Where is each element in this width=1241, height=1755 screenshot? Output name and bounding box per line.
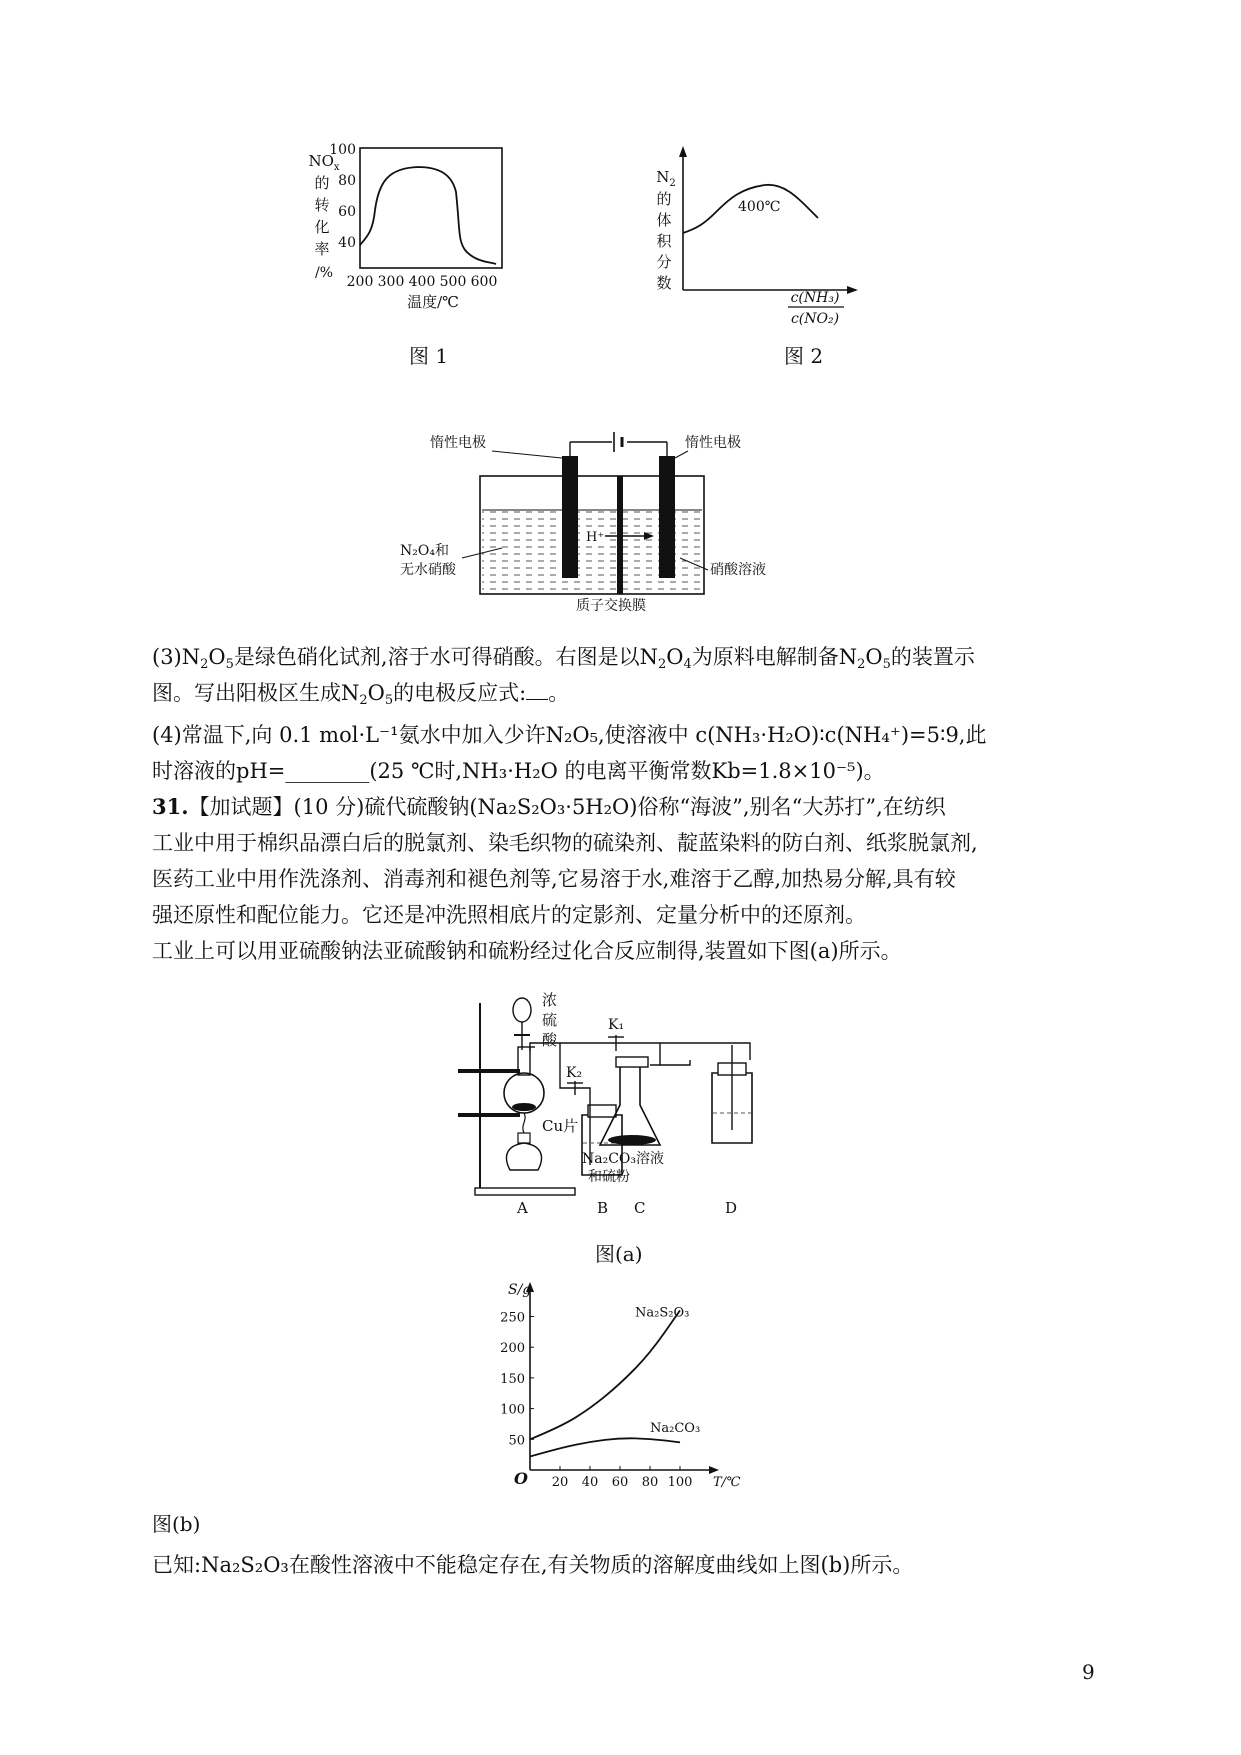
page-number: 9 bbox=[1082, 1660, 1095, 1684]
question-number: 31. bbox=[152, 794, 189, 819]
fig1-ytick: 60 bbox=[338, 204, 356, 220]
q31-line-3: 医药工业中用作洗涤剂、消毒剂和褪色剂等,它易溶于水,难溶于乙醇,加热易分解,具有较 bbox=[152, 867, 956, 891]
fig2-ylabel-3: 积 bbox=[656, 232, 672, 250]
label-c: C bbox=[634, 1199, 646, 1217]
fig1-ylabel-2: 转 bbox=[314, 196, 330, 214]
solubility-chart bbox=[500, 1280, 760, 1505]
fig2-ylabel-5: 数 bbox=[656, 274, 672, 292]
q4-line-1: (4)常温下,向 0.1 mol·L⁻¹氨水中加入少许N₂O₅,使溶液中 c(NH₃·H₂O)∶c(NH₄⁺)=5∶9,此 bbox=[152, 723, 987, 747]
q4-line-2: 时溶液的pH=________(25 ℃时,NH₃·H₂O 的电离平衡常数Kb=1.8×10⁻⁵)。 bbox=[152, 759, 885, 783]
series-label-2: Na₂CO₃ bbox=[650, 1420, 701, 1436]
copper-label: Cu片 bbox=[542, 1117, 579, 1135]
fig1-plot-frame bbox=[360, 148, 502, 268]
fig1-ylabel-3: 化 bbox=[314, 218, 330, 236]
fig2-ylabel-1: 的 bbox=[656, 190, 672, 208]
q31-line-2: 工业中用于棉织品漂白后的脱氯剂、染毛织物的硫染剂、靛蓝染料的防白剂、纸浆脱氯剂, bbox=[152, 831, 978, 855]
fig1-ytick: 80 bbox=[338, 173, 356, 189]
q31-line-4: 强还原性和配位能力。它还是冲洗照相底片的定影剂、定量分析中的还原剂。 bbox=[152, 903, 866, 927]
q3-line-1: $(3)N_2O_5$是绿色硝化试剂,溶于水可得硝酸。右图是以$N_2O_4$为原料电解制备$N_2O_5$的装置示 bbox=[152, 645, 975, 672]
fig1-ylabel-5: /% bbox=[314, 265, 334, 281]
label-a: A bbox=[517, 1199, 528, 1217]
figure-b-caption: 图(b) bbox=[152, 1512, 201, 1536]
figure-a-caption: 图(a) bbox=[595, 1242, 643, 1266]
left-solution-label-1: N₂O₄和 bbox=[400, 543, 449, 559]
y-tick-label: 50 bbox=[508, 1433, 525, 1449]
acid-label-2: 硫 bbox=[542, 1011, 558, 1029]
apparatus-diagram bbox=[450, 985, 790, 1220]
fig2-ylabel-4: 分 bbox=[656, 253, 672, 271]
fig2-xlabel-den: c(NO₂) bbox=[790, 311, 840, 327]
y-tick-label: 100 bbox=[500, 1402, 525, 1418]
fig2-ylabel-top: N bbox=[656, 168, 670, 186]
right-solution-label: 硝酸溶液 bbox=[710, 562, 766, 578]
x-tick-label: 100 bbox=[667, 1475, 693, 1490]
label-d: D bbox=[725, 1199, 738, 1217]
figure-1 bbox=[300, 140, 530, 370]
alcohol-lamp bbox=[506, 1143, 541, 1170]
electrolysis-diagram bbox=[400, 418, 766, 614]
y-tick-label: 250 bbox=[500, 1310, 525, 1326]
fig1-xtick: 600 bbox=[470, 274, 498, 290]
fig1-ytick: 40 bbox=[338, 235, 356, 251]
q31-line-1: 31.【加试题】(10 分)硫代硫酸钠(Na₂S₂O₃·5H₂O)俗称“海波”,别名“大苏打”,在纺织 bbox=[152, 794, 946, 819]
fig1-xlabel: 温度/℃ bbox=[407, 293, 459, 311]
svg-text:NOx: $NO_x$ bbox=[308, 152, 340, 173]
c-solution-label-2: 和硫粉 bbox=[588, 1169, 630, 1185]
origin-label: O bbox=[514, 1469, 528, 1488]
known-info: 已知:Na₂S₂O₃在酸性溶液中不能稳定存在,有关物质的溶解度曲线如上图(b)所示。 bbox=[152, 1553, 914, 1577]
fig1-curve bbox=[360, 167, 496, 264]
series-label-1: Na₂S₂O₃ bbox=[635, 1305, 690, 1321]
left-electrode bbox=[562, 456, 578, 578]
y-axis-label: S/g bbox=[508, 1282, 532, 1298]
fig1-caption: 图 1 bbox=[409, 344, 449, 368]
q3-line-2: 图。写出阳极区生成$N_2O_5$的电极反应式: 。 bbox=[152, 681, 570, 708]
x-axis-arrow bbox=[709, 1466, 719, 1474]
right-electrode bbox=[659, 456, 675, 578]
left-electrode-label: 惰性电极 bbox=[430, 435, 486, 451]
ion-label: H⁺ bbox=[586, 530, 605, 545]
c-solution-label-1: Na₂CO₃溶液 bbox=[582, 1151, 665, 1167]
fig1-ylabel-top: NO bbox=[308, 152, 334, 170]
fig2-curve-label: 400℃ bbox=[738, 199, 781, 215]
right-electrode-label: 惰性电极 bbox=[685, 435, 741, 451]
separatory-funnel bbox=[513, 998, 531, 1022]
figure-2 bbox=[650, 140, 900, 370]
y-tick-label: 150 bbox=[500, 1371, 525, 1387]
x-tick-label: 20 bbox=[551, 1475, 569, 1490]
svg-text:N2: $N_2$ bbox=[656, 168, 676, 189]
q31-line-5: 工业上可以用亚硫酸钠法亚硫酸钠和硫粉经过化合反应制得,装置如下图(a)所示。 bbox=[152, 939, 902, 963]
stand-base bbox=[475, 1188, 575, 1195]
fig2-ylabel-2: 体 bbox=[656, 211, 672, 229]
fig1-xtick: 300 bbox=[377, 274, 405, 290]
fig1-ylabel-1: 的 bbox=[314, 174, 330, 192]
fig1-xtick: 500 bbox=[439, 274, 467, 290]
valve-k2-label: K₂ bbox=[566, 1065, 583, 1081]
fig1-xtick: 200 bbox=[346, 274, 374, 290]
y-tick-label: 200 bbox=[500, 1341, 525, 1357]
fig1-xtick: 400 bbox=[408, 274, 436, 290]
proton-exchange-membrane bbox=[617, 476, 623, 594]
fig1-ylabel-4: 率 bbox=[314, 240, 330, 258]
series-curve-2 bbox=[530, 1438, 680, 1456]
valve-k1-label: K₁ bbox=[608, 1017, 625, 1033]
x-tick-label: 60 bbox=[611, 1475, 629, 1490]
membrane-label: 质子交换膜 bbox=[576, 598, 646, 614]
left-solution-label-2: 无水硝酸 bbox=[400, 562, 456, 578]
x-tick-label: 40 bbox=[581, 1475, 599, 1490]
fig1-ytick: 100 bbox=[329, 142, 356, 158]
acid-label-3: 酸 bbox=[542, 1031, 558, 1049]
fig2-caption: 图 2 bbox=[784, 344, 824, 368]
x-tick-label: 80 bbox=[641, 1475, 659, 1490]
flask-c bbox=[600, 1060, 660, 1145]
acid-label-1: 浓 bbox=[542, 991, 558, 1009]
x-axis-label: T/℃ bbox=[713, 1475, 741, 1490]
fig2-xlabel-num: c(NH₃) bbox=[790, 290, 840, 306]
label-b: B bbox=[597, 1199, 609, 1217]
